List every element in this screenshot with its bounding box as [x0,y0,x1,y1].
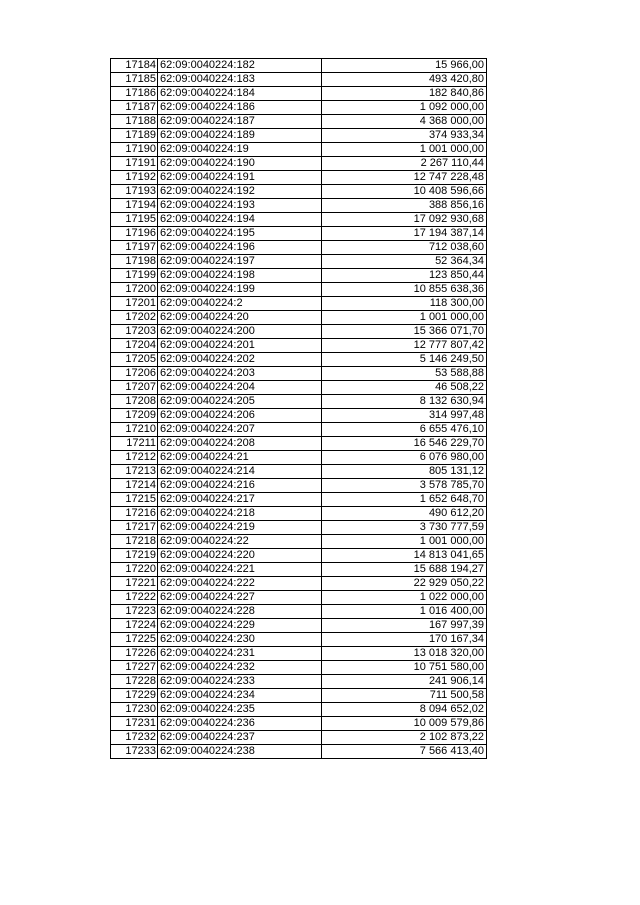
row-number-cell: 17200 [111,283,158,297]
table-row [111,605,487,619]
row-number-cell: 17224 [111,619,158,633]
table-row [111,479,487,493]
cadastral-number-cell: 62:09:0040224:220 [158,549,322,563]
cadastral-value-cell: 1 652 648,70 [322,493,487,507]
table-row [111,717,487,731]
cadastral-value-cell: 15 366 071,70 [322,325,487,339]
cadastral-value-cell: 241 906,14 [322,675,487,689]
cadastral-value-cell: 167 997,39 [322,619,487,633]
cadastral-number-cell: 62:09:0040224:182 [158,59,322,73]
cadastral-value-cell: 10 751 580,00 [322,661,487,675]
table-row [111,381,487,395]
cadastral-value-cell: 13 018 320,00 [322,647,487,661]
table-row [111,185,487,199]
table-row [111,661,487,675]
cadastral-value-cell: 118 300,00 [322,297,487,311]
row-number-cell: 17199 [111,269,158,283]
cadastral-value-cell: 711 500,58 [322,689,487,703]
cadastral-number-cell: 62:09:0040224:202 [158,353,322,367]
cadastral-number-cell: 62:09:0040224:194 [158,213,322,227]
row-number-cell: 17210 [111,423,158,437]
cadastral-value-cell: 16 546 229,70 [322,437,487,451]
cadastral-value-cell: 46 508,22 [322,381,487,395]
cadastral-value-cell: 1 092 000,00 [322,101,487,115]
row-number-cell: 17209 [111,409,158,423]
row-number-cell: 17216 [111,507,158,521]
table-row [111,171,487,185]
cadastral-value-cell: 15 966,00 [322,59,487,73]
cadastral-value-cell: 53 588,88 [322,367,487,381]
cadastral-value-cell: 14 813 041,65 [322,549,487,563]
cadastral-value-cell: 4 368 000,00 [322,115,487,129]
table-row [111,87,487,101]
row-number-cell: 17191 [111,157,158,171]
cadastral-value-cell: 52 364,34 [322,255,487,269]
cadastral-number-cell: 62:09:0040224:195 [158,227,322,241]
cadastral-number-cell: 62:09:0040224:187 [158,115,322,129]
table-row [111,255,487,269]
cadastral-number-cell: 62:09:0040224:208 [158,437,322,451]
row-number-cell: 17195 [111,213,158,227]
table-row [111,647,487,661]
cadastral-number-cell: 62:09:0040224:193 [158,199,322,213]
cadastral-number-cell: 62:09:0040224:20 [158,311,322,325]
cadastral-number-cell: 62:09:0040224:189 [158,129,322,143]
cadastral-value-cell: 17 194 387,14 [322,227,487,241]
cadastral-number-cell: 62:09:0040224:233 [158,675,322,689]
row-number-cell: 17202 [111,311,158,325]
table-row [111,703,487,717]
table-row [111,731,487,745]
cadastral-value-cell: 8 094 652,02 [322,703,487,717]
cadastral-value-cell: 7 566 413,40 [322,745,487,759]
row-number-cell: 17188 [111,115,158,129]
row-number-cell: 17215 [111,493,158,507]
cadastral-value-cell: 10 009 579,86 [322,717,487,731]
table-row [111,619,487,633]
table-row [111,157,487,171]
table-row [111,591,487,605]
table-row [111,549,487,563]
table-row [111,129,487,143]
cadastral-number-cell: 62:09:0040224:198 [158,269,322,283]
row-number-cell: 17196 [111,227,158,241]
table-row [111,409,487,423]
cadastral-number-cell: 62:09:0040224:204 [158,381,322,395]
table-row [111,535,487,549]
cadastral-number-cell: 62:09:0040224:192 [158,185,322,199]
row-number-cell: 17197 [111,241,158,255]
table-row [111,465,487,479]
table-row [111,451,487,465]
cadastral-value-cell: 5 146 249,50 [322,353,487,367]
cadastral-value-cell: 490 612,20 [322,507,487,521]
row-number-cell: 17213 [111,465,158,479]
cadastral-number-cell: 62:09:0040224:196 [158,241,322,255]
cadastral-value-cell: 2 102 873,22 [322,731,487,745]
table-row [111,325,487,339]
cadastral-value-cell: 1 016 400,00 [322,605,487,619]
table-row [111,101,487,115]
row-number-cell: 17207 [111,381,158,395]
table-row [111,227,487,241]
row-number-cell: 17185 [111,73,158,87]
table-row [111,143,487,157]
cadastral-value-cell: 182 840,86 [322,87,487,101]
cadastral-number-cell: 62:09:0040224:231 [158,647,322,661]
cadastral-value-cell: 805 131,12 [322,465,487,479]
row-number-cell: 17229 [111,689,158,703]
row-number-cell: 17217 [111,521,158,535]
cadastral-value-cell: 1 022 000,00 [322,591,487,605]
row-number-cell: 17227 [111,661,158,675]
cadastral-value-cell: 3 730 777,59 [322,521,487,535]
cadastral-value-cell: 314 997,48 [322,409,487,423]
cadastral-value-cell: 17 092 930,68 [322,213,487,227]
row-number-cell: 17219 [111,549,158,563]
cadastral-value-cell: 6 655 476,10 [322,423,487,437]
cadastral-number-cell: 62:09:0040224:221 [158,563,322,577]
cadastral-value-cell: 12 747 228,48 [322,171,487,185]
table-row [111,339,487,353]
table-row [111,59,487,73]
cadastral-number-cell: 62:09:0040224:200 [158,325,322,339]
table-row [111,213,487,227]
table-body [111,59,487,759]
table-row [111,283,487,297]
row-number-cell: 17198 [111,255,158,269]
cadastral-number-cell: 62:09:0040224:2 [158,297,322,311]
cadastral-number-cell: 62:09:0040224:229 [158,619,322,633]
row-number-cell: 17194 [111,199,158,213]
cadastral-number-cell: 62:09:0040224:234 [158,689,322,703]
table-row [111,311,487,325]
cadastral-number-cell: 62:09:0040224:222 [158,577,322,591]
cadastral-value-cell: 493 420,80 [322,73,487,87]
table-row [111,73,487,87]
cadastral-value-table [110,58,487,759]
table-row [111,353,487,367]
table-row [111,437,487,451]
cadastral-number-cell: 62:09:0040224:232 [158,661,322,675]
row-number-cell: 17232 [111,731,158,745]
row-number-cell: 17231 [111,717,158,731]
row-number-cell: 17192 [111,171,158,185]
row-number-cell: 17201 [111,297,158,311]
cadastral-number-cell: 62:09:0040224:199 [158,283,322,297]
cadastral-number-cell: 62:09:0040224:218 [158,507,322,521]
row-number-cell: 17221 [111,577,158,591]
cadastral-number-cell: 62:09:0040224:21 [158,451,322,465]
table-row [111,675,487,689]
cadastral-number-cell: 62:09:0040224:19 [158,143,322,157]
cadastral-value-cell: 22 929 050,22 [322,577,487,591]
cadastral-number-cell: 62:09:0040224:236 [158,717,322,731]
row-number-cell: 17186 [111,87,158,101]
cadastral-value-cell: 1 001 000,00 [322,311,487,325]
table-row [111,577,487,591]
row-number-cell: 17233 [111,745,158,759]
cadastral-value-cell: 712 038,60 [322,241,487,255]
cadastral-value-cell: 388 856,16 [322,199,487,213]
cadastral-value-cell: 8 132 630,94 [322,395,487,409]
cadastral-value-cell: 3 578 785,70 [322,479,487,493]
table-row [111,241,487,255]
cadastral-number-cell: 62:09:0040224:203 [158,367,322,381]
row-number-cell: 17211 [111,437,158,451]
cadastral-number-cell: 62:09:0040224:216 [158,479,322,493]
row-number-cell: 17190 [111,143,158,157]
cadastral-number-cell: 62:09:0040224:207 [158,423,322,437]
row-number-cell: 17225 [111,633,158,647]
cadastral-number-cell: 62:09:0040224:230 [158,633,322,647]
row-number-cell: 17212 [111,451,158,465]
cadastral-number-cell: 62:09:0040224:235 [158,703,322,717]
cadastral-value-cell: 1 001 000,00 [322,143,487,157]
cadastral-value-cell: 10 855 638,36 [322,283,487,297]
table-row [111,367,487,381]
table-row [111,521,487,535]
cadastral-number-cell: 62:09:0040224:206 [158,409,322,423]
row-number-cell: 17226 [111,647,158,661]
row-number-cell: 17228 [111,675,158,689]
table-row [111,689,487,703]
cadastral-value-cell: 1 001 000,00 [322,535,487,549]
cadastral-number-cell: 62:09:0040224:237 [158,731,322,745]
row-number-cell: 17205 [111,353,158,367]
table-row [111,423,487,437]
cadastral-value-cell: 123 850,44 [322,269,487,283]
row-number-cell: 17204 [111,339,158,353]
cadastral-value-cell: 6 076 980,00 [322,451,487,465]
table-row [111,633,487,647]
cadastral-number-cell: 62:09:0040224:186 [158,101,322,115]
row-number-cell: 17220 [111,563,158,577]
cadastral-value-cell: 15 688 194,27 [322,563,487,577]
cadastral-number-cell: 62:09:0040224:190 [158,157,322,171]
cadastral-number-cell: 62:09:0040224:22 [158,535,322,549]
cadastral-number-cell: 62:09:0040224:205 [158,395,322,409]
table-row [111,395,487,409]
cadastral-number-cell: 62:09:0040224:219 [158,521,322,535]
row-number-cell: 17187 [111,101,158,115]
row-number-cell: 17222 [111,591,158,605]
cadastral-number-cell: 62:09:0040224:201 [158,339,322,353]
cadastral-number-cell: 62:09:0040224:184 [158,87,322,101]
table-row [111,493,487,507]
cadastral-number-cell: 62:09:0040224:214 [158,465,322,479]
cadastral-number-cell: 62:09:0040224:191 [158,171,322,185]
row-number-cell: 17230 [111,703,158,717]
cadastral-value-cell: 170 167,34 [322,633,487,647]
row-number-cell: 17184 [111,59,158,73]
table-row [111,745,487,759]
row-number-cell: 17206 [111,367,158,381]
table-row [111,115,487,129]
row-number-cell: 17214 [111,479,158,493]
cadastral-number-cell: 62:09:0040224:217 [158,493,322,507]
cadastral-value-cell: 10 408 596,66 [322,185,487,199]
row-number-cell: 17223 [111,605,158,619]
row-number-cell: 17203 [111,325,158,339]
cadastral-number-cell: 62:09:0040224:228 [158,605,322,619]
cadastral-number-cell: 62:09:0040224:183 [158,73,322,87]
cadastral-value-cell: 12 777 807,42 [322,339,487,353]
row-number-cell: 17218 [111,535,158,549]
row-number-cell: 17208 [111,395,158,409]
cadastral-value-cell: 374 933,34 [322,129,487,143]
table-row [111,297,487,311]
cadastral-value-cell: 2 267 110,44 [322,157,487,171]
cadastral-number-cell: 62:09:0040224:227 [158,591,322,605]
table-row [111,563,487,577]
row-number-cell: 17193 [111,185,158,199]
table-row [111,199,487,213]
cadastral-number-cell: 62:09:0040224:197 [158,255,322,269]
row-number-cell: 17189 [111,129,158,143]
table-row [111,507,487,521]
cadastral-number-cell: 62:09:0040224:238 [158,745,322,759]
table-row [111,269,487,283]
